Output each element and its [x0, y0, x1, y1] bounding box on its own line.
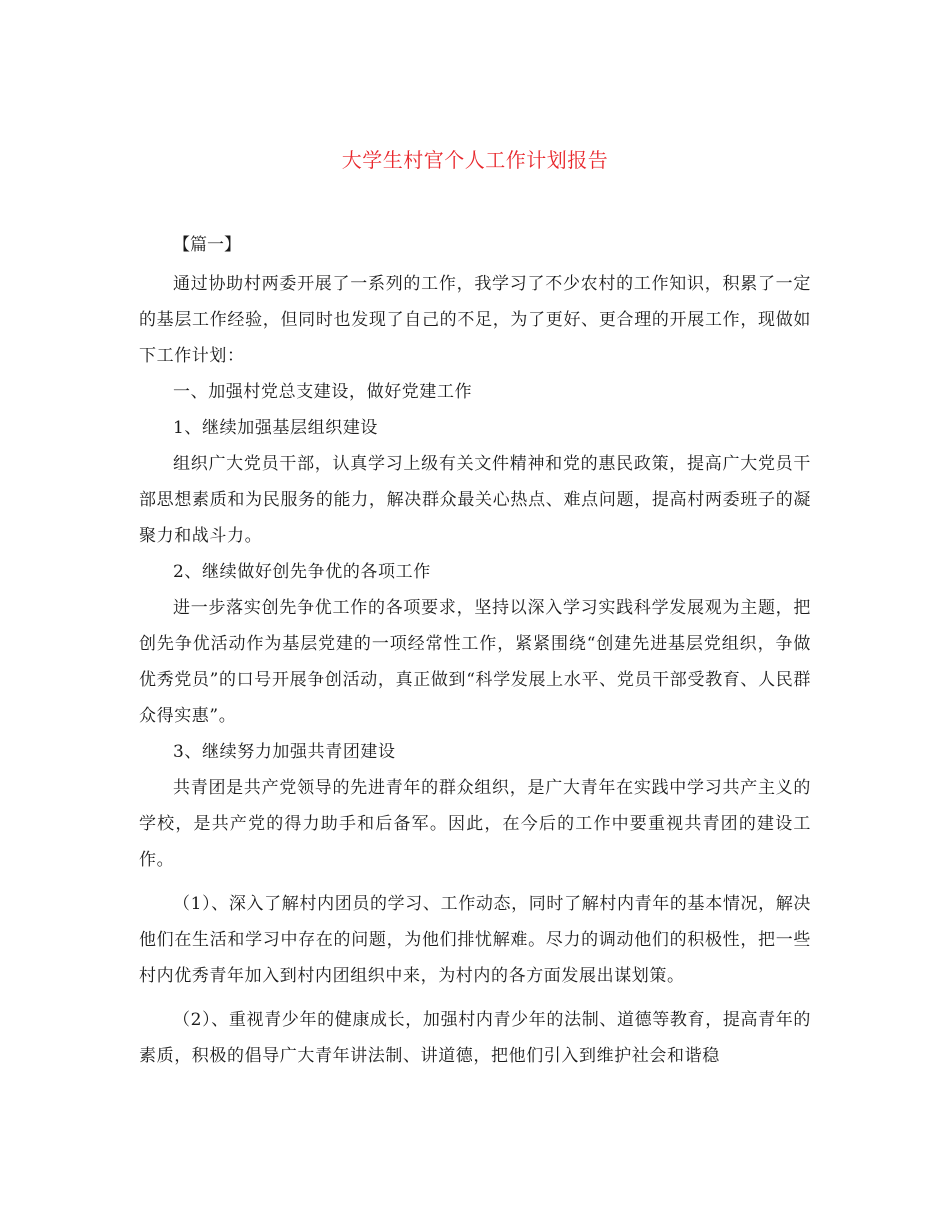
section-tag: 【篇一】: [173, 235, 241, 255]
section-heading: 一、加强村党总支建设，做好党建工作: [173, 382, 473, 402]
subsection-heading: 3、继续努力加强共青团建设: [173, 742, 396, 762]
document-title: 大学生村官个人工作计划报告: [341, 148, 609, 172]
paragraph: 进一步落实创先争优工作的各项要求，坚持以深入学习实践科学发展观为主题，把创先争优活动作为基层党建的一项经常性工作，紧紧围绕“创建先进基层党组织，争做优秀党员”的口号开展争创活动，真正做到“科学发展上水平、党员干部受教育、人民群众得实惠”。: [139, 598, 811, 726]
paragraph: 组织广大党员干部，认真学习上级有关文件精神和党的惠民政策，提高广大党员干部思想素质和为民服务的能力，解决群众最关心热点、难点问题，提高村两委班子的凝聚力和战斗力。: [139, 454, 811, 546]
paragraph: （2）、重视青少年的健康成长，加强村内青少年的法制、道德等教育，提高青年的素质，积极的倡导广大青年讲法制、讲道德，把他们引入到维护社会和谐稳: [139, 1010, 811, 1066]
paragraph: 通过协助村两委开展了一系列的工作，我学习了不少农村的工作知识，积累了一定的基层工作经验，但同时也发现了自己的不足，为了更好、更合理的开展工作，现做如下工作计划：: [139, 274, 811, 366]
document-body: [139, 230, 811, 1074]
subsection-heading: 1、继续加强基层组织建设: [173, 418, 379, 438]
subsection-heading: 2、继续做好创先争优的各项工作: [173, 562, 431, 582]
paragraph: 共青团是共产党领导的先进青年的群众组织，是广大青年在实践中学习共产主义的学校，是共产党的得力助手和后备军。因此，在今后的工作中要重视共青团的建设工作。: [139, 778, 811, 870]
paragraph: （1）、深入了解村内团员的学习、工作动态，同时了解村内青年的基本情况，解决他们在生活和学习中存在的问题，为他们排忧解难。尽力的调动他们的积极性，把一些村内优秀青年加入到村内团组织中来，为村内的各方面发展出谋划策。: [139, 894, 811, 986]
